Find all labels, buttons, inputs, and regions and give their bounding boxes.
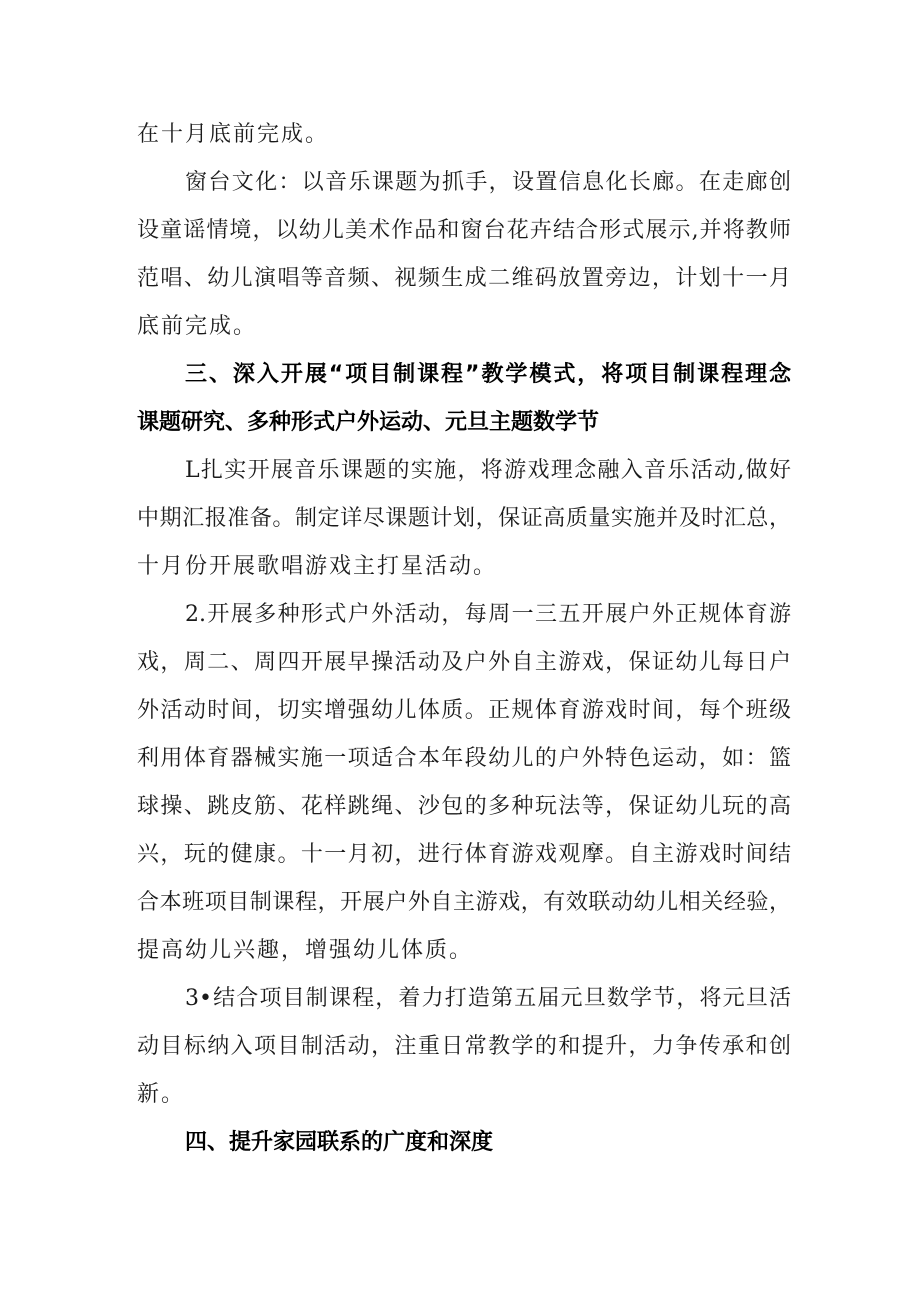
paragraph-line: 球操、跳皮筋、花样跳绳、沙包的多种玩法等，保证幼儿玩的高 [137, 794, 791, 819]
section-heading: 四、提升家园联系的广度和深度 [185, 1130, 494, 1155]
paragraph-line: 底前完成。 [137, 314, 258, 339]
document-page [137, 111, 791, 1167]
paragraph-line: 利用体育器械实施一项适合本年段幼儿的户外特色运动，如：篮 [137, 746, 791, 771]
paragraph-line: 合本班项目制课程，开展户外自主游戏，有效联动幼儿相关经验， [137, 890, 791, 915]
section-heading: 课题研究、多种形式户外运动、元旦主题数学节 [137, 410, 600, 435]
paragraph-line: 在十月底前完成。 [137, 122, 330, 147]
paragraph-line: 中期汇报准备。制定详尽课题计划，保证高质量实施并及时汇总， [137, 506, 791, 531]
paragraph-line: 动目标纳入项目制活动，注重日常教学的和提升，力争传承和创 [137, 1034, 791, 1059]
paragraph-line: 外活动时间，切实增强幼儿体质。正规体育游戏时间，每个班级 [137, 698, 791, 723]
paragraph-line: 范唱、幼儿演唱等音频、视频生成二维码放置旁边，计划十一月 [137, 266, 791, 291]
paragraph-line: 3•结合项目制课程，着力打造第五届元旦数学节，将元旦活 [185, 986, 791, 1011]
section-heading: 三、深入开展“项目制课程”教学模式，将项目制课程理念 [185, 362, 791, 387]
paragraph-line: 新。 [137, 1082, 186, 1107]
paragraph-line: 窗台文化：以音乐课题为抓手，设置信息化长廊。在走廊创 [185, 170, 791, 195]
paragraph-line: 十月份开展歌唱游戏主打星活动。 [137, 554, 498, 579]
paragraph-line: 2.开展多种形式户外活动，每周一三五开展户外正规体育游 [185, 602, 791, 627]
paragraph-line: 兴，玩的健康。十一月初，进行体育游戏观摩。自主游戏时间结 [137, 842, 791, 867]
paragraph-line: 提高幼儿兴趣，增强幼儿体质。 [137, 938, 474, 963]
paragraph-line: 戏，周二、周四开展早操活动及户外自主游戏，保证幼儿每日户 [137, 650, 791, 675]
paragraph-line: 设童谣情境，以幼儿美术作品和窗台花卉结合形式展示,并将教师 [137, 218, 791, 243]
paragraph-line: L扎实开展音乐课题的实施，将游戏理念融入音乐活动,做好 [185, 458, 791, 483]
